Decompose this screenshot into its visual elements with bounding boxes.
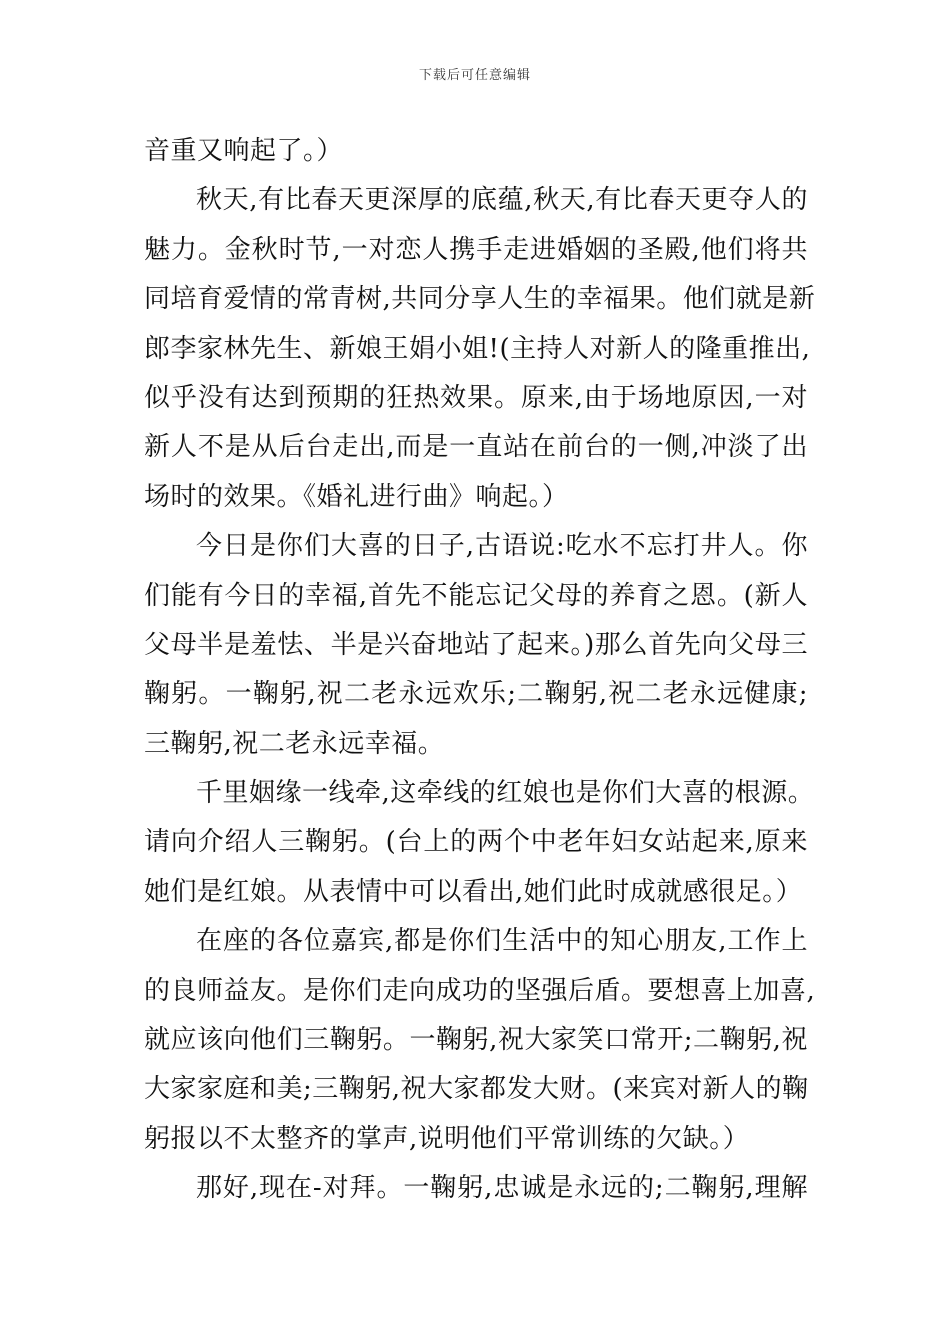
text-line: 三鞠躬,祝二老永远幸福。 [144,728,445,759]
text-line: 大家家庭和美;三鞠躬,祝大家都发大财。(来宾对新人的鞠 [144,1074,809,1105]
text-line: 们能有今日的幸福,首先不能忘记父母的养育之恩。(新人 [144,580,808,611]
document-body [144,127,816,1214]
text-line: 那好,现在-对拜。一鞠躬,忠诚是永远的;二鞠躬,理解 [196,1173,808,1204]
text-line: 父母半是羞怯、半是兴奋地站了起来。)那么首先向父母三 [144,629,808,660]
text-line: 在座的各位嘉宾,都是你们生活中的知心朋友,工作上 [196,926,808,957]
text-line: 就应该向他们三鞠躬。一鞠躬,祝大家笑口常开;二鞠躬,祝 [144,1025,808,1056]
text-line: 同培育爱情的常青树,共同分享人生的幸福果。他们就是新 [144,284,816,315]
text-line: 鞠躬。一鞠躬,祝二老永远欢乐;二鞠躬,祝二老永远健康; [144,679,808,710]
text-line: 音重又响起了。） [144,136,344,166]
text-line: 今日是你们大喜的日子,古语说:吃水不忘打井人。你 [196,531,808,562]
text-line: 她们是红娘。从表情中可以看出,她们此时成就感很足。） [144,876,803,907]
text-line: 似乎没有达到预期的狂热效果。原来,由于场地原因,一对 [144,382,808,413]
text-line: 的良师益友。是你们走向成功的坚强后盾。要想喜上加喜, [144,975,816,1006]
text-line: 魅力。金秋时节,一对恋人携手走进婚姻的圣殿,他们将共 [144,234,808,265]
text-line: 场时的效果。《婚礼进行曲》响起。） [144,481,569,512]
text-line: 躬报以不太整齐的掌声,说明他们平常训练的欠缺。） [144,1123,750,1154]
text-line: 请向介绍人三鞠躬。(台上的两个中老年妇女站起来,原来 [144,827,808,858]
text-line: 秋天,有比春天更深厚的底蕴,秋天,有比春天更夺人的 [196,185,808,216]
text-line: 千里姻缘一线牵,这牵线的红娘也是你们大喜的根源。 [196,778,815,809]
text-line: 郎李家林先生、新娘王娟小姐!(主持人对新人的隆重推出, [144,333,811,364]
page-header: 下载后可任意编辑 [418,68,531,83]
text-line: 新人不是从后台走出,而是一直站在前台的一侧,冲淡了出 [144,432,808,463]
